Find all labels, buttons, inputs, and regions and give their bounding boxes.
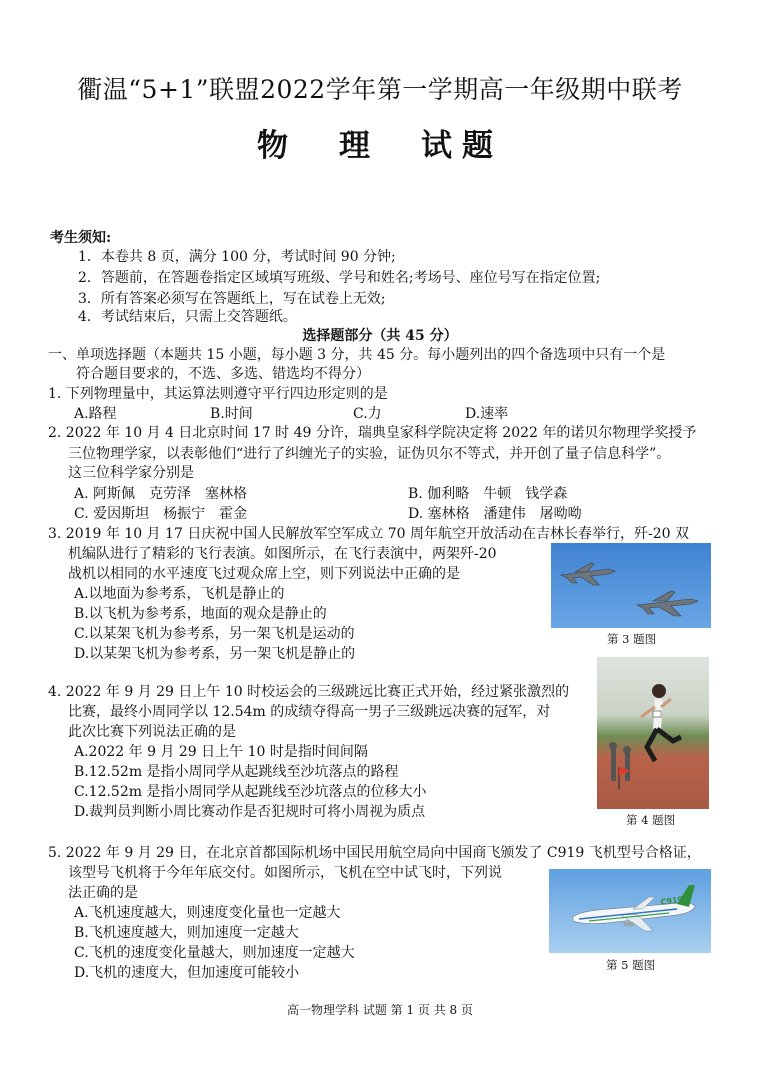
q3-option-b: B.以飞机为参考系，地面的观众是静止的 (74, 606, 327, 622)
notice-item: 4．考试结束后，只需上交答题纸。 (78, 309, 297, 325)
q2-stem: 这三位科学家分别是 (68, 465, 194, 481)
q1-option-b: B.时间 (210, 406, 253, 422)
q2-stem: 2. 2022 年 10 月 4 日北京时间 17 时 49 分许，瑞典皇家科学院决定将 2022 年的诺贝尔物理学奖授予 (48, 425, 697, 441)
q4-option-b: B.12.52m 是指小周同学从起跳线至沙坑落点的路程 (74, 764, 399, 780)
fighter-jet-icon (551, 543, 711, 628)
notice-item: 2．答题前，在答题卷指定区域填写班级、学号和姓名;考场号、座位号写在指定位置; (78, 270, 601, 286)
notice-item: 1．本卷共 8 页，满分 100 分，考试时间 90 分钟; (78, 249, 396, 265)
q3-figure-caption: 第 3 题图 (607, 632, 657, 646)
q5-figure-caption: 第 5 题图 (606, 958, 656, 972)
c919-plane-photo (549, 869, 711, 953)
subject-title: 物 理 试题 (257, 128, 503, 164)
q4-option-a: A.2022 年 9 月 29 日上午 10 时是指时间间隔 (74, 744, 368, 760)
airplane-icon (549, 869, 711, 953)
q5-option-a: A.飞机速度越大，则速度变化量也一定越大 (74, 905, 341, 921)
section-title: 选择题部分（共 45 分） (302, 328, 458, 344)
q1-option-c: C.力 (353, 406, 382, 422)
q5-option-d: D.飞机的速度大，但加速度可能较小 (74, 965, 300, 981)
section-instruction: 符合题目要求的，不选、多选、错选均不得分） (76, 366, 370, 382)
q3-option-c: C.以某架飞机为参考系，另一架飞机是运动的 (74, 626, 355, 642)
q3-option-d: D.以某架飞机为参考系，另一架飞机是静止的 (74, 646, 356, 662)
notice-item: 3．所有答案必须写在答题纸上，写在试卷上无效; (78, 291, 386, 307)
q2-stem: 三位物理学家，以表彰他们“进行了纠缠光子的实验，证伪贝尔不等式，并开创了量子信息科学”。 (68, 446, 671, 462)
q4-stem: 此次比赛下列说法正确的是 (68, 724, 236, 740)
q5-stem: 法正确的是 (68, 885, 138, 901)
q1-stem: 1. 下列物理量中，其运算法则遵守平行四边形定则的是 (48, 386, 388, 402)
page-footer: 高一物理学科 试题 第 1 页 共 8 页 (287, 1003, 473, 1017)
q4-option-c: C.12.52m 是指小周同学从起跳线至沙坑落点的位移大小 (74, 784, 427, 800)
q4-stem: 比赛，最终小周同学以 12.54m 的成绩夺得高一男子三级跳远决赛的冠军，对 (68, 704, 551, 720)
q4-option-d: D.裁判员判断小周比赛动作是否犯规时可将小周视为质点 (74, 804, 426, 820)
q5-option-c: C.飞机的速度变化量越大，则加速度一定越大 (74, 945, 355, 961)
q3-stem: 机编队进行了精彩的飞行表演。如图所示，在飞行表演中，两架歼-20 (68, 546, 497, 562)
athlete-icon (597, 657, 709, 809)
q2-option-c: C. 爱因斯坦 杨振宁 霍金 (74, 506, 248, 522)
exam-title: 衢温“5+1”联盟2022学年第一学期高一年级期中联考 (77, 75, 683, 104)
q1-option-d: D.速率 (465, 406, 509, 422)
section-instruction: 一、单项选择题（本题共 15 小题，每小题 3 分，共 45 分。每小题列出的四个备选项中只有一个是 (48, 347, 666, 363)
fighter-jets-photo (551, 543, 711, 628)
q5-option-b: B.飞机速度越大，则加速度一定越大 (74, 925, 299, 941)
q3-stem: 战机以相同的水平速度飞过观众席上空，则下列说法中正确的是 (68, 566, 460, 582)
q2-option-d: D. 塞林格 潘建伟 屠呦呦 (408, 506, 582, 522)
q4-stem: 4. 2022 年 9 月 29 日上午 10 时校运会的三级跳远比赛正式开始，经过紧张激烈的 (48, 684, 570, 700)
q3-option-a: A.以地面为参考系，飞机是静止的 (74, 586, 285, 602)
plane-label: C919 (660, 894, 684, 907)
q5-stem: 5. 2022 年 9 月 29 日，在北京首都国际机场中国民用航空局向中国商飞颁发了 C919 飞机型号合格证， (48, 845, 701, 861)
q5-stem: 该型号飞机将于今年年底交付。如图所示，飞机在空中试飞时，下列说 (68, 865, 502, 881)
q2-option-b: B. 伽利略 牛顿 钱学森 (408, 486, 568, 502)
q1-option-a: A.路程 (74, 406, 117, 422)
notice-heading: 考生须知: (50, 230, 112, 246)
q2-option-a: A. 阿斯佩 克劳泽 塞林格 (74, 486, 248, 502)
triple-jump-photo (597, 657, 709, 809)
q3-stem: 3. 2019 年 10 月 17 日庆祝中国人民解放军空军成立 70 周年航空开放活动在吉林长春举行，歼-20 双 (48, 526, 690, 542)
q4-figure-caption: 第 4 题图 (626, 813, 676, 827)
